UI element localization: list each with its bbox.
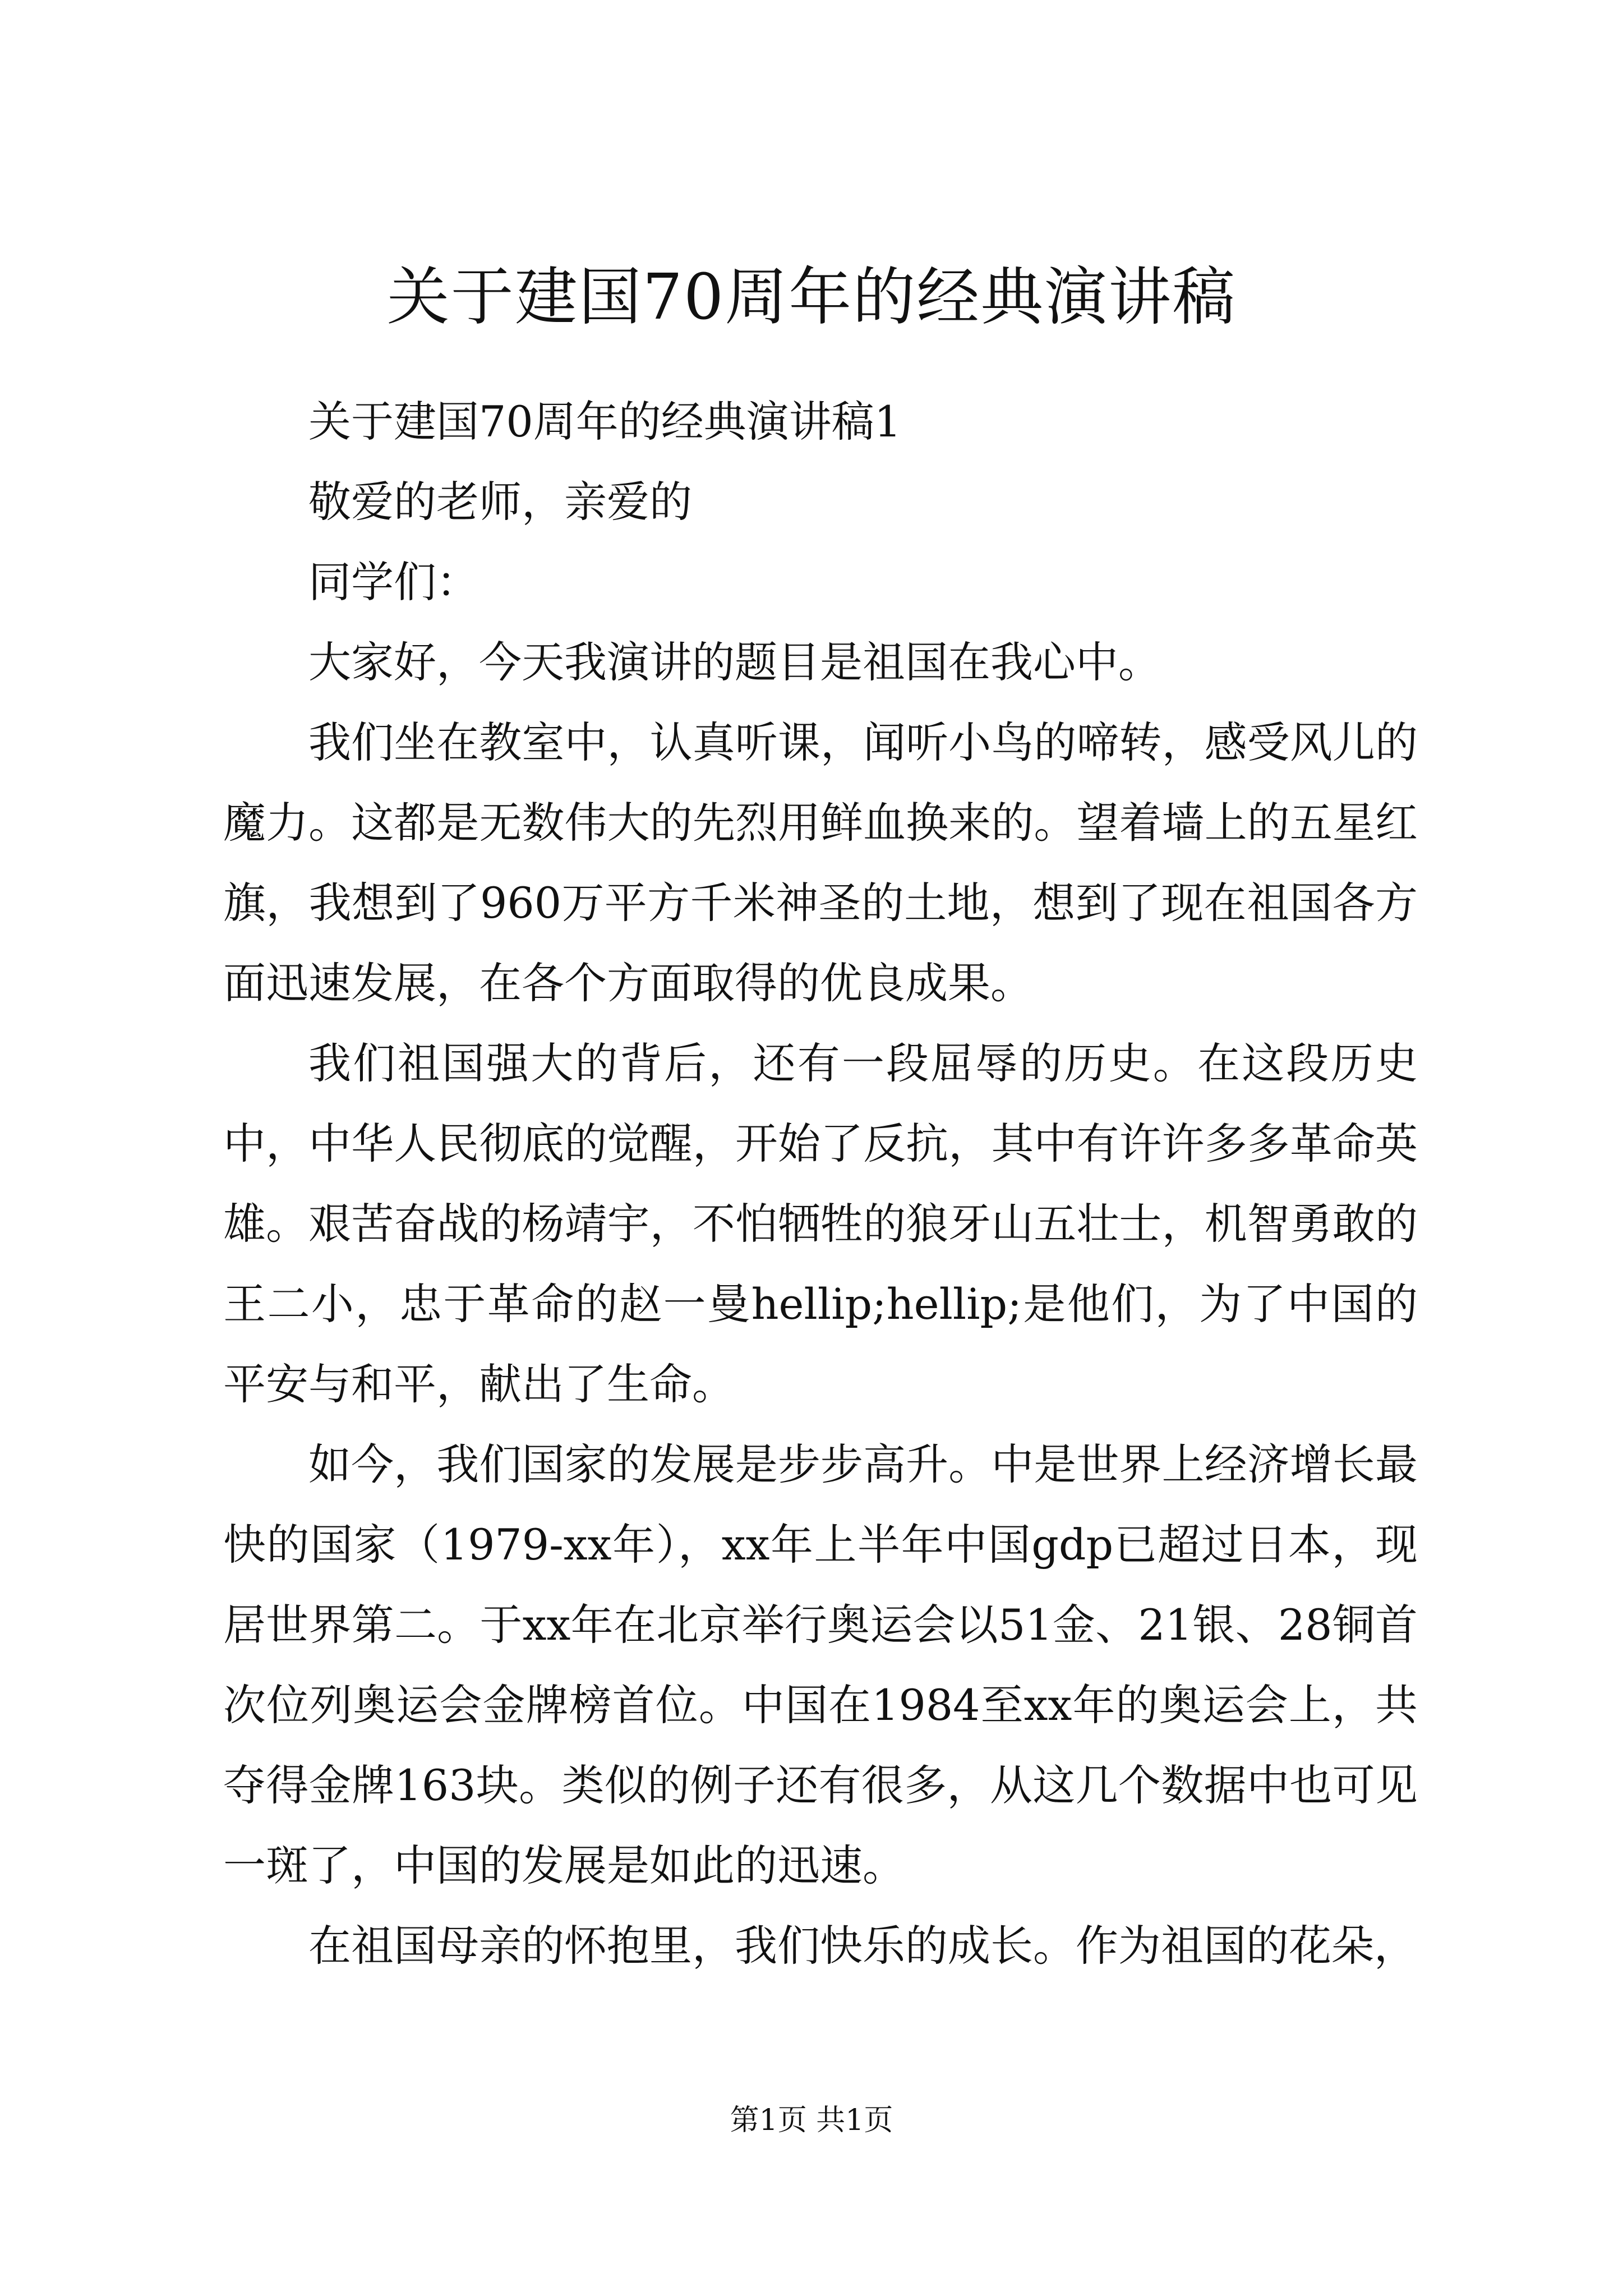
paragraph-development: 如今，我们国家的发展是步步高升。中是世界上经济增长最快的国家（1979-xx年），xx年上半年中国gdp已超过日本，现居世界第二。于xx年在北京举行奥运会以51金、21银、28铜首次位列奥运会金牌榜首位。中国在1984至xx年的奥运会上，共夺得金牌163块。类似的例子还有很多，从这几个数据中也可见一斑了，中国的发展是如此的迅速。: [223, 1439, 1418, 1890]
paragraph-salutation-continued: 同学们：: [308, 557, 479, 607]
paragraph-classroom: 我们坐在教室中，认真听课，闻听小鸟的啼转，感受风儿的魔力。这都是无数伟大的先烈用鲜血换来的。望着墙上的五星红旗，我想到了960万平方千米神圣的土地，想到了现在祖国各方面迅速发展，在各个方面取得的优良成果。: [223, 717, 1418, 1008]
page-footer: 第1页 共1页: [730, 2104, 893, 2137]
paragraph-subtitle: 关于建国70周年的经典演讲稿1: [308, 397, 902, 447]
paragraph-growth: 在祖国母亲的怀抱里，我们快乐的成长。作为祖国的花朵，: [308, 1921, 1417, 1971]
paragraph-history: 我们祖国强大的背后，还有一段屈辱的历史。在这段历史中，中华人民彻底的觉醒，开始了反抗，其中有许许多多革命英雄。艰苦奋战的杨靖宇，不怕牺牲的狼牙山五壮士，机智勇敢的王二小，忠于革命的赵一曼hellip;hellip;是他们，为了中国的平安与和平，献出了生命。: [223, 1038, 1418, 1409]
paragraph-greeting: 大家好，今天我演讲的题目是祖国在我心中。: [308, 637, 1161, 687]
paragraph-salutation: 敬爱的老师，亲爱的: [308, 477, 692, 527]
document-title: 关于建国70周年的经典演讲稿: [386, 261, 1237, 334]
document-body: [223, 381, 1418, 1986]
